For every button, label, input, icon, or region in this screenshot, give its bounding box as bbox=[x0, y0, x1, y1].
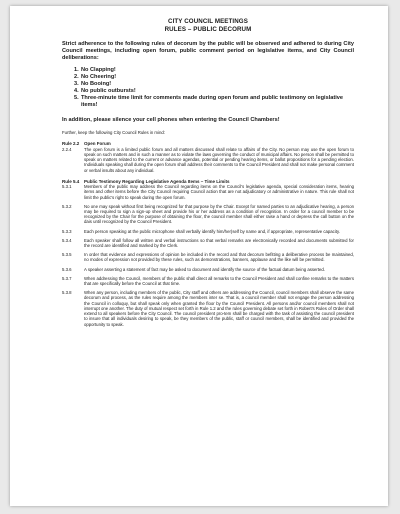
list-item: 2. No Cheering! bbox=[74, 74, 117, 80]
rule-section bbox=[62, 204, 354, 225]
section-text: Members of the public may address the Council regarding items on the Council's legislative agenda, special consideration items, hearing items and other items before the City Council requiring Council action that are not adjudicatory or administrative in nature. This rule shall not limit the public's right to speak during the open forum. bbox=[84, 184, 354, 200]
section-text: Each speaker shall follow all written and verbal instructions so that verbal remarks are electronically recorded and documents submitted for the record are identified and marked by the Clerk. bbox=[84, 237, 354, 249]
rule-section bbox=[62, 267, 354, 272]
section-text: The open forum is a limited public forum and all matters discussed shall relate to affairs of the City. No person may use the open forum to speak on such matters and in such a manner as to violate the laws governing the conduct of municipal affairs. No person shall be permitted to speak on matters related to the current or advance agendas, potential or pending hearing items, or ballot propositions for a pending election. Individuals speaking shall during the open forum shall address their comments to the Council President and shall not make personal comment or verbal insults about any individual. bbox=[84, 146, 354, 173]
rule-section bbox=[62, 229, 354, 234]
document-subtitle: RULES – PUBLIC DECORUM bbox=[164, 25, 252, 33]
section-text: A speaker asserting a statement of fact may be asked to document and identify the source of the factual datum being asserted. bbox=[84, 266, 326, 272]
rule-section bbox=[62, 290, 354, 326]
section-number: 5.3.7 bbox=[62, 275, 72, 281]
section-number: 5.3.8 bbox=[62, 290, 72, 296]
list-item: 3. No Booing! bbox=[74, 81, 112, 87]
list-item: 4. No public outbursts! bbox=[74, 88, 136, 94]
rule-number: Rule 2.2 bbox=[62, 141, 80, 147]
list-item: 5. Three-minute time limit for comments made during open forum and public testimony on legislative items! bbox=[74, 95, 344, 108]
rule-section bbox=[62, 276, 354, 286]
rule-section bbox=[62, 252, 354, 262]
section-number: 5.3.5 bbox=[62, 252, 72, 258]
further-paragraph: Further, keep the following City Council Rules in mind: bbox=[62, 130, 165, 135]
section-number: 2.2.4 bbox=[62, 146, 72, 152]
rule-number: Rule 5.4 bbox=[62, 178, 80, 184]
rule-title: Open Forum bbox=[84, 141, 111, 147]
rule-section bbox=[62, 184, 354, 200]
document-page bbox=[10, 6, 388, 506]
document-title: CITY COUNCIL MEETINGS bbox=[168, 18, 248, 25]
intro-paragraph: Strict adherence to the following rules of decorum by the public will be observed and adhered to during City Council meetings, including open forum, public comment period on legislative items, and City Council deliberations: bbox=[62, 41, 354, 61]
section-number: 5.3.4 bbox=[62, 237, 72, 243]
section-text: Each person speaking at the public microphone shall verbally identify him/her)self by name and, if appropriate, representative capacity. bbox=[84, 228, 340, 234]
rule-section bbox=[62, 147, 354, 173]
section-text: In order that evidence and expressions of opinion be included in the record and that decorum befitting a deliberative process be maintained, no modes of expression not provided by these rules, such as demonstrations, banners, applause and the like will be permitted. bbox=[84, 252, 354, 263]
section-number: 5.3.2 bbox=[62, 203, 72, 209]
section-number: 5.3.6 bbox=[62, 266, 72, 272]
section-text: No one may speak without first being recognized for that purpose by the Chair. Except for named parties to an adjudicative hearing, a person may be required to sign a sign-up sheet and provide his or her address as a condition of recognition. In order for a council member to be recognized by the Chair for the purpose of obtaining the floor, the council member shall either raise a hand or depress the call button on the dais until recognized by the Council President. bbox=[84, 203, 354, 225]
section-text: When addressing the Council, members of the public shall direct all remarks to the Council President and shall confine remarks to the matters that are specifically before the Council at that time. bbox=[84, 275, 354, 287]
cell-phone-notice: In addition, please silence your cell phones when entering the Council Chambers! bbox=[62, 117, 280, 123]
section-text: When any person, including members of the public, City staff and others are addressing the Council, council members shall observe the same decorum and process, as the rules require among the members inter se. That is, a council member shall not engage the person addressing the Council in colloquy, but shall speak only when granted the floor by the Council President. All persons and/or council members shall not interrupt one another. The duty of mutual respect set forth in Rule 1.2 and the rules governing debate set forth in Robert's Rules of Order shall extend to all speakers before the City Council. The council president pro-tem shall be charged with the task of assisting the council president to insure that all individuals desiring to speak, be they members of the public, staff or council members, shall be identified and provided the opportunity to speak. bbox=[84, 290, 354, 327]
decorum-rules-list bbox=[62, 67, 354, 109]
section-number: 5.3.1 bbox=[62, 184, 72, 190]
rule-title: Public Testimony Regarding Legislative Agenda Items – Time Limits bbox=[84, 178, 230, 184]
rule-section bbox=[62, 238, 354, 248]
section-number: 5.3.3 bbox=[62, 228, 72, 234]
list-item: 1. No Clapping! bbox=[74, 67, 116, 73]
